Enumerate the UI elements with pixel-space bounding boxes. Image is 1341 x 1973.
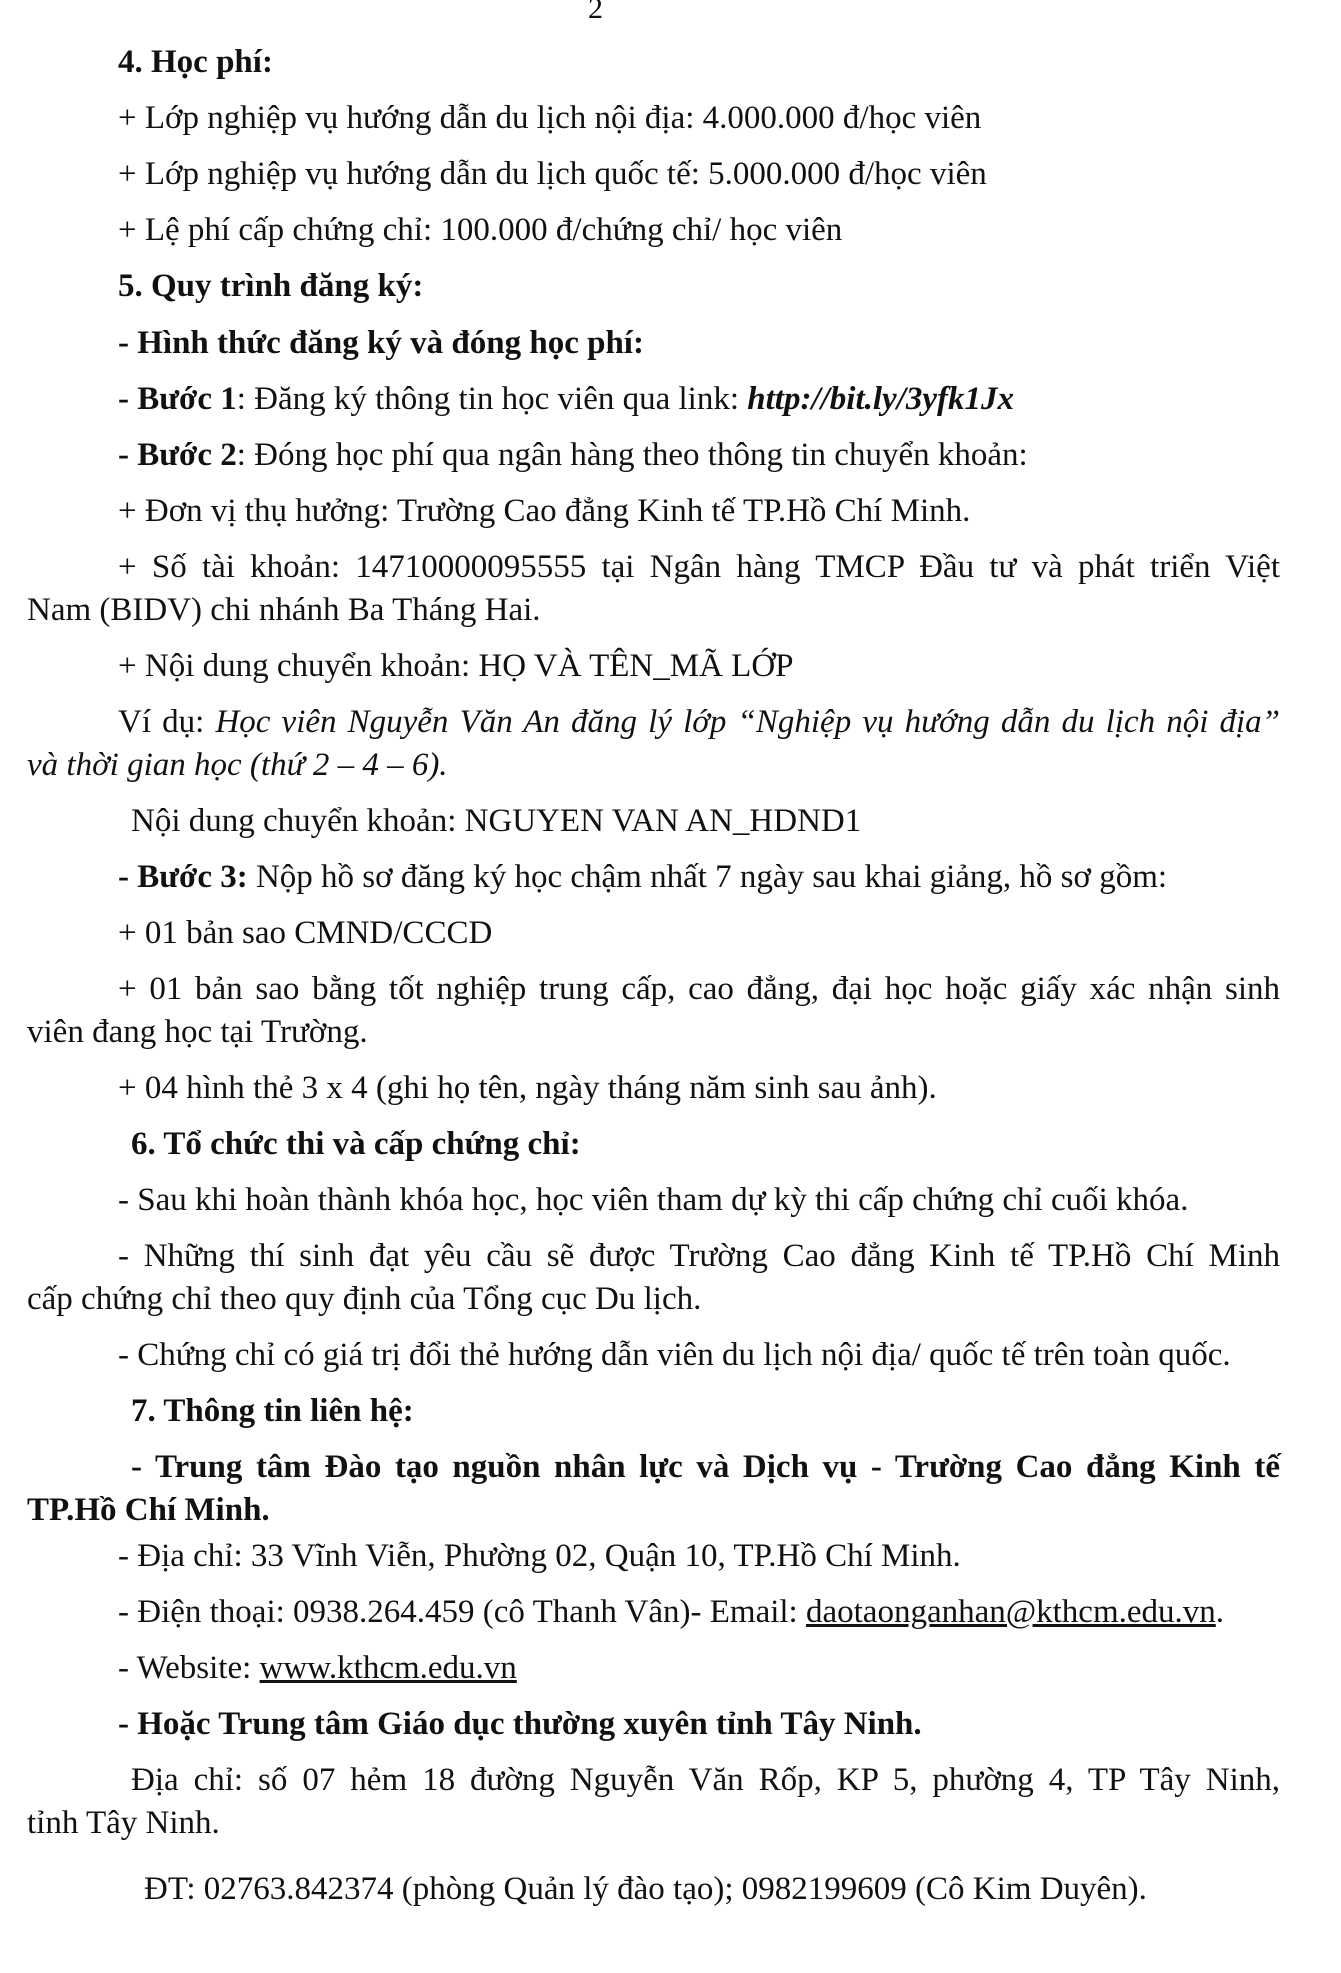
example-line-2: và thời gian học (thứ 2 – 4 – 6). (27, 747, 448, 783)
step-3-text: Nộp hồ sơ đăng ký học chậm nhất 7 ngày sau khai giảng, hồ sơ gồm: (247, 859, 1168, 895)
section-6-heading: 6. Tổ chức thi và cấp chứng chỉ: (131, 1126, 581, 1162)
example-transfer-content: Nội dung chuyển khoản: NGUYEN VAN AN_HDND1 (131, 803, 862, 839)
contact-email-link[interactable]: daotaonganhan@kthcm.edu.vn (805, 1594, 1216, 1630)
document-photos: + 04 hình thẻ 3 x 4 (ghi họ tên, ngày tháng năm sinh sau ảnh). (118, 1070, 937, 1106)
step-1 (118, 380, 1014, 418)
contact-center-1-line-2: TP.Hồ Chí Minh. (27, 1492, 270, 1528)
example-line-1 (118, 703, 1280, 741)
exam-info: - Sau khi hoàn thành khóa học, học viên tham dự kỳ thi cấp chứng chỉ cuối khóa. (118, 1182, 1189, 1218)
step-3 (118, 858, 1167, 896)
document-diploma-line-1: + 01 bản sao bằng tốt nghiệp trung cấp, cao đẳng, đại học hoặc giấy xác nhận sinh (118, 971, 1280, 1007)
step-2-text: : Đóng học phí qua ngân hàng theo thông tin chuyển khoản: (236, 437, 1028, 473)
contact-phone-email (118, 1593, 1224, 1631)
document-diploma-line-2: viên đang học tại Trường. (27, 1014, 368, 1050)
step-2 (118, 436, 1028, 474)
registration-link[interactable]: http://bit.ly/3yfk1Jx (747, 381, 1014, 417)
account-number-line-1: + Số tài khoản: 14710000095555 tại Ngân hàng TMCP Đầu tư và phát triển Việt (118, 549, 1280, 585)
example-label: Ví dụ: (118, 704, 216, 740)
account-number-line-2: Nam (BIDV) chi nhánh Ba Tháng Hai. (27, 592, 541, 628)
section-7-heading: 7. Thông tin liên hệ: (131, 1393, 414, 1429)
contact-website (118, 1649, 517, 1687)
contact-phone: - Điện thoại: 0938.264.459 (cô Thanh Vân)- Email: (118, 1594, 806, 1630)
step-1-text: : Đăng ký thông tin học viên qua link: (236, 381, 748, 417)
website-link[interactable]: www.kthcm.edu.vn (259, 1650, 517, 1686)
certificate-info-line-2: cấp chứng chỉ theo quy định của Tổng cục Du lịch. (27, 1281, 702, 1317)
transfer-content: + Nội dung chuyển khoản: HỌ VÀ TÊN_MÃ LỚP (118, 648, 794, 684)
website-label: - Website: (118, 1650, 260, 1686)
certificate-info-line-1: - Những thí sinh đạt yêu cầu sẽ được Trường Cao đẳng Kinh tế TP.Hồ Chí Minh (118, 1238, 1280, 1274)
fee-domestic: + Lớp nghiệp vụ hướng dẫn du lịch nội địa: 4.000.000 đ/học viên (118, 100, 982, 136)
center-2-address-line-2: tỉnh Tây Ninh. (27, 1805, 220, 1841)
period: . (1215, 1594, 1225, 1630)
center-2-address-line-1: Địa chỉ: số 07 hẻm 18 đường Nguyễn Văn Rốp, KP 5, phường 4, TP Tây Ninh, (131, 1762, 1280, 1798)
document-id-copy: + 01 bản sao CMND/CCCD (118, 915, 493, 951)
certificate-validity: - Chứng chỉ có giá trị đổi thẻ hướng dẫn viên du lịch nội địa/ quốc tế trên toàn quốc. (118, 1337, 1231, 1373)
registration-method: - Hình thức đăng ký và đóng học phí: (118, 325, 644, 361)
fee-international: + Lớp nghiệp vụ hướng dẫn du lịch quốc tế: 5.000.000 đ/học viên (118, 156, 987, 192)
contact-center-1-line-1: - Trung tâm Đào tạo nguồn nhân lực và Dịch vụ - Trường Cao đẳng Kinh tế (131, 1449, 1280, 1485)
page-number: 2 (588, 0, 603, 25)
section-5-heading: 5. Quy trình đăng ký: (118, 268, 424, 304)
section-4-heading: 4. Học phí: (118, 44, 273, 80)
step-3-label: - Bước 3: (118, 859, 248, 895)
fee-certificate: + Lệ phí cấp chứng chỉ: 100.000 đ/chứng chỉ/ học viên (118, 212, 843, 248)
example-text: Học viên Nguyễn Văn An đăng lý lớp “Nghiệp vụ hướng dẫn du lịch nội địa” (215, 704, 1281, 740)
center-2-phone: ĐT: 02763.842374 (phòng Quản lý đào tạo); 0982199609 (Cô Kim Duyên). (144, 1871, 1147, 1907)
step-2-label: - Bước 2 (118, 437, 237, 473)
contact-address: - Địa chỉ: 33 Vĩnh Viễn, Phường 02, Quận 10, TP.Hồ Chí Minh. (118, 1538, 961, 1574)
beneficiary: + Đơn vị thụ hưởng: Trường Cao đẳng Kinh tế TP.Hồ Chí Minh. (118, 493, 971, 529)
contact-center-2: - Hoặc Trung tâm Giáo dục thường xuyên tỉnh Tây Ninh. (118, 1706, 922, 1742)
step-1-label: - Bước 1 (118, 381, 237, 417)
